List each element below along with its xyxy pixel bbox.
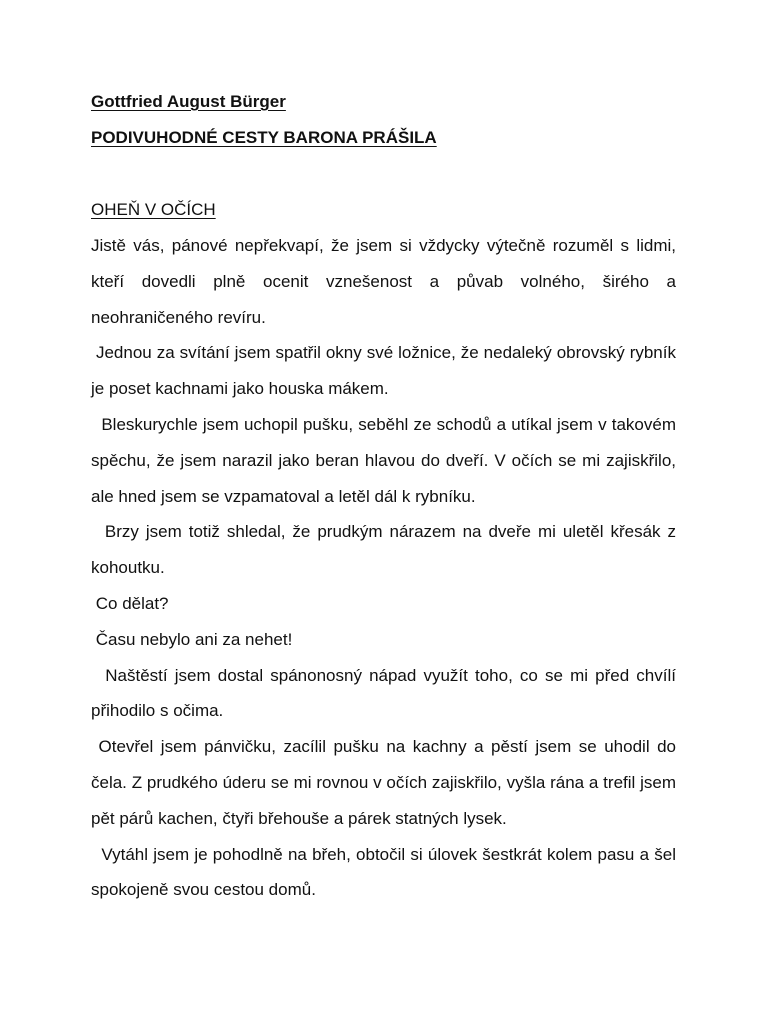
paragraph: Času nebylo ani za nehet!	[91, 629, 293, 649]
paragraph: Brzy jsem totiž shledal, že prudkým nárazem na dveře mi uletěl křesák z kohoutku.	[91, 522, 681, 578]
chapter-title: OHEŇ V OČÍCH	[91, 200, 216, 219]
paragraph: Naštěstí jsem dostal spánonosný nápad využít toho, co se mi před chvílí přihodilo s očima.	[91, 665, 681, 721]
document-page	[91, 84, 681, 908]
paragraph: Jistě vás, pánové nepřekvapí, že jsem si vždycky výtečně rozuměl s lidmi, kteří dovedli plně ocenit vznešenost a půvab volného, širého a neohraničeného revíru.	[91, 236, 681, 327]
paragraph: Jednou za svítání jsem spatřil okny své ložnice, že nedaleký obrovský rybník je poset kachnami jako houska mákem.	[91, 343, 681, 399]
blank-line	[91, 156, 676, 192]
paragraph: Co dělat?	[91, 593, 169, 613]
paragraph: Bleskurychle jsem uchopil pušku, seběhl ze schodů a utíkal jsem v takovém spěchu, že jsem narazil jako beran hlavou do dveří. V očích se mi zajiskřilo, ale hned jsem se vzpamatoval a letěl dál k rybníku.	[91, 414, 681, 506]
paragraph: Vytáhl jsem je pohodlně na břeh, obtočil si úlovek šestkrát kolem pasu a šel spokojeně svou cestou domů.	[91, 844, 681, 900]
paragraph: Otevřel jsem pánvičku, zacílil pušku na kachny a pěstí jsem se uhodil do čela. Z prudkého úderu se mi rovnou v očích zajiskřilo, vyšla rána a trefil jsem pět párů kachen, čtyři břehouše a párek statných lysek.	[91, 737, 681, 828]
author-name: Gottfried August Bürger	[91, 92, 286, 111]
book-title: PODIVUHODNÉ CESTY BARONA PRÁŠILA	[91, 128, 437, 147]
